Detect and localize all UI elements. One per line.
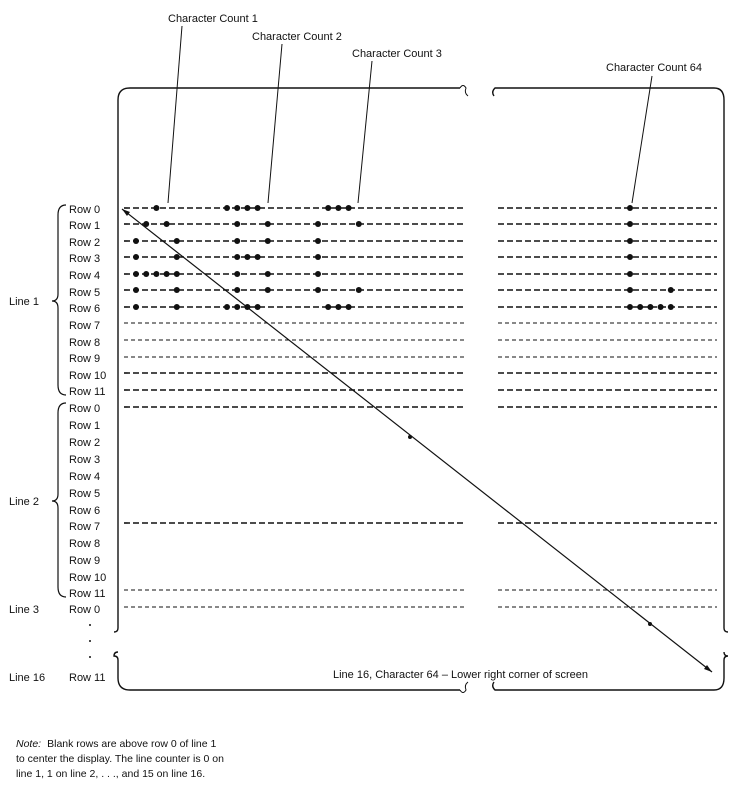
character-dot bbox=[164, 221, 170, 227]
note-line: to center the display. The line counter is 0 on bbox=[16, 753, 224, 765]
character-dot bbox=[658, 304, 664, 310]
character-dot bbox=[265, 287, 271, 293]
vertical-ellipsis bbox=[89, 624, 91, 658]
line-2-row-labels bbox=[69, 403, 106, 600]
scan-lines bbox=[124, 208, 717, 607]
line2-row-label: Row 10 bbox=[69, 572, 107, 584]
character-dot bbox=[133, 271, 139, 277]
character-dot bbox=[224, 304, 230, 310]
character-dot bbox=[224, 205, 230, 211]
callout-char-count-64: Character Count 64 bbox=[606, 62, 702, 74]
callout-char-count-3: Character Count 3 bbox=[352, 48, 442, 60]
character-dot bbox=[164, 271, 170, 277]
line1-row-label: Row 4 bbox=[69, 270, 101, 282]
character-dot bbox=[346, 205, 352, 211]
character-dot bbox=[153, 271, 159, 277]
line2-row-label: Row 7 bbox=[69, 521, 101, 533]
line1-row-label: Row 0 bbox=[69, 204, 101, 216]
character-dot bbox=[133, 238, 139, 244]
line1-row-label: Row 6 bbox=[69, 303, 101, 315]
callout-char-count-2: Character Count 2 bbox=[252, 31, 342, 43]
character-dot bbox=[315, 221, 321, 227]
line2-row-label: Row 2 bbox=[69, 437, 101, 449]
leader-char-1 bbox=[168, 26, 182, 203]
callout-char-count-1: Character Count 1 bbox=[168, 13, 258, 25]
character-dot bbox=[255, 254, 261, 260]
character-dot bbox=[627, 221, 633, 227]
line-1-row-labels bbox=[69, 204, 106, 398]
line2-row-label: Row 3 bbox=[69, 454, 101, 466]
line2-row-label: Row 0 bbox=[69, 403, 101, 415]
character-dot bbox=[265, 271, 271, 277]
character-dot bbox=[153, 205, 159, 211]
line1-row-label: Row 8 bbox=[69, 337, 101, 349]
character-dot bbox=[234, 221, 240, 227]
character-dot bbox=[133, 287, 139, 293]
character-dot bbox=[356, 287, 362, 293]
character-dot bbox=[627, 271, 633, 277]
line1-row-label: Row 1 bbox=[69, 220, 101, 232]
leader-char-3 bbox=[358, 61, 372, 203]
line1-row-label: Row 9 bbox=[69, 353, 101, 365]
character-dot bbox=[234, 271, 240, 277]
character-dot bbox=[255, 304, 261, 310]
character-dot bbox=[174, 238, 180, 244]
line2-row-label: Row 8 bbox=[69, 538, 101, 550]
character-dot bbox=[315, 238, 321, 244]
character-dot bbox=[133, 254, 139, 260]
character-dot bbox=[133, 304, 139, 310]
character-dot bbox=[234, 304, 240, 310]
character-dot bbox=[647, 304, 653, 310]
note-heading: Note: bbox=[16, 738, 42, 750]
retrace-line bbox=[122, 209, 712, 672]
character-dot bbox=[627, 287, 633, 293]
note-line: Blank rows are above row 0 of line 1 bbox=[47, 738, 217, 750]
line-1-brace bbox=[52, 205, 66, 395]
line2-row-label: Row 6 bbox=[69, 505, 101, 517]
line1-row-label: Row 5 bbox=[69, 287, 101, 299]
character-dot bbox=[234, 238, 240, 244]
character-dot bbox=[143, 271, 149, 277]
character-dot bbox=[627, 254, 633, 260]
footnote bbox=[16, 737, 316, 782]
line2-row-label: Row 5 bbox=[69, 488, 101, 500]
leader-char-2 bbox=[268, 44, 282, 203]
character-dot bbox=[627, 238, 633, 244]
character-dot bbox=[335, 205, 341, 211]
line3-row-label: Row 0 bbox=[69, 604, 101, 616]
note-line: line 1, 1 on line 2, . . ., and 15 on line 16. bbox=[16, 768, 206, 780]
character-dot bbox=[244, 254, 250, 260]
line16-row-label: Row 11 bbox=[69, 672, 106, 684]
character-dot bbox=[234, 287, 240, 293]
character-dot bbox=[174, 271, 180, 277]
character-dot bbox=[174, 287, 180, 293]
line-1-label: Line 1 bbox=[9, 296, 39, 308]
character-dot bbox=[637, 304, 643, 310]
line1-row-label: Row 10 bbox=[69, 370, 107, 382]
character-dot bbox=[315, 271, 321, 277]
line1-row-label: Row 3 bbox=[69, 253, 101, 265]
character-dot bbox=[244, 205, 250, 211]
character-dot bbox=[627, 304, 633, 310]
character-dot bbox=[234, 205, 240, 211]
character-dot bbox=[234, 254, 240, 260]
line1-row-label: Row 2 bbox=[69, 237, 101, 249]
character-dot bbox=[668, 304, 674, 310]
character-dot bbox=[265, 238, 271, 244]
character-dot bbox=[255, 205, 261, 211]
character-dot bbox=[315, 254, 321, 260]
line-16-label: Line 16 bbox=[9, 672, 46, 684]
character-dot bbox=[346, 304, 352, 310]
line2-row-label: Row 11 bbox=[69, 588, 106, 600]
character-dot bbox=[668, 287, 674, 293]
line-3-label: Line 3 bbox=[9, 604, 39, 616]
character-dot bbox=[265, 221, 271, 227]
leader-char-64 bbox=[632, 76, 652, 203]
line2-row-label: Row 1 bbox=[69, 420, 101, 432]
character-dot bbox=[315, 287, 321, 293]
character-dot bbox=[627, 205, 633, 211]
character-dot bbox=[174, 254, 180, 260]
line2-row-label: Row 4 bbox=[69, 471, 101, 483]
lower-right-corner-label: Line 16, Character 64 – Lower right corner of screen bbox=[333, 669, 588, 681]
line-2-brace bbox=[52, 403, 66, 597]
character-dot bbox=[325, 205, 331, 211]
line-2-label: Line 2 bbox=[9, 496, 39, 508]
character-dot bbox=[335, 304, 341, 310]
character-dot bbox=[325, 304, 331, 310]
line1-row-label: Row 7 bbox=[69, 320, 101, 332]
line2-row-label: Row 9 bbox=[69, 555, 101, 567]
character-dot bbox=[356, 221, 362, 227]
character-dot bbox=[174, 304, 180, 310]
line1-row-label: Row 11 bbox=[69, 386, 106, 398]
